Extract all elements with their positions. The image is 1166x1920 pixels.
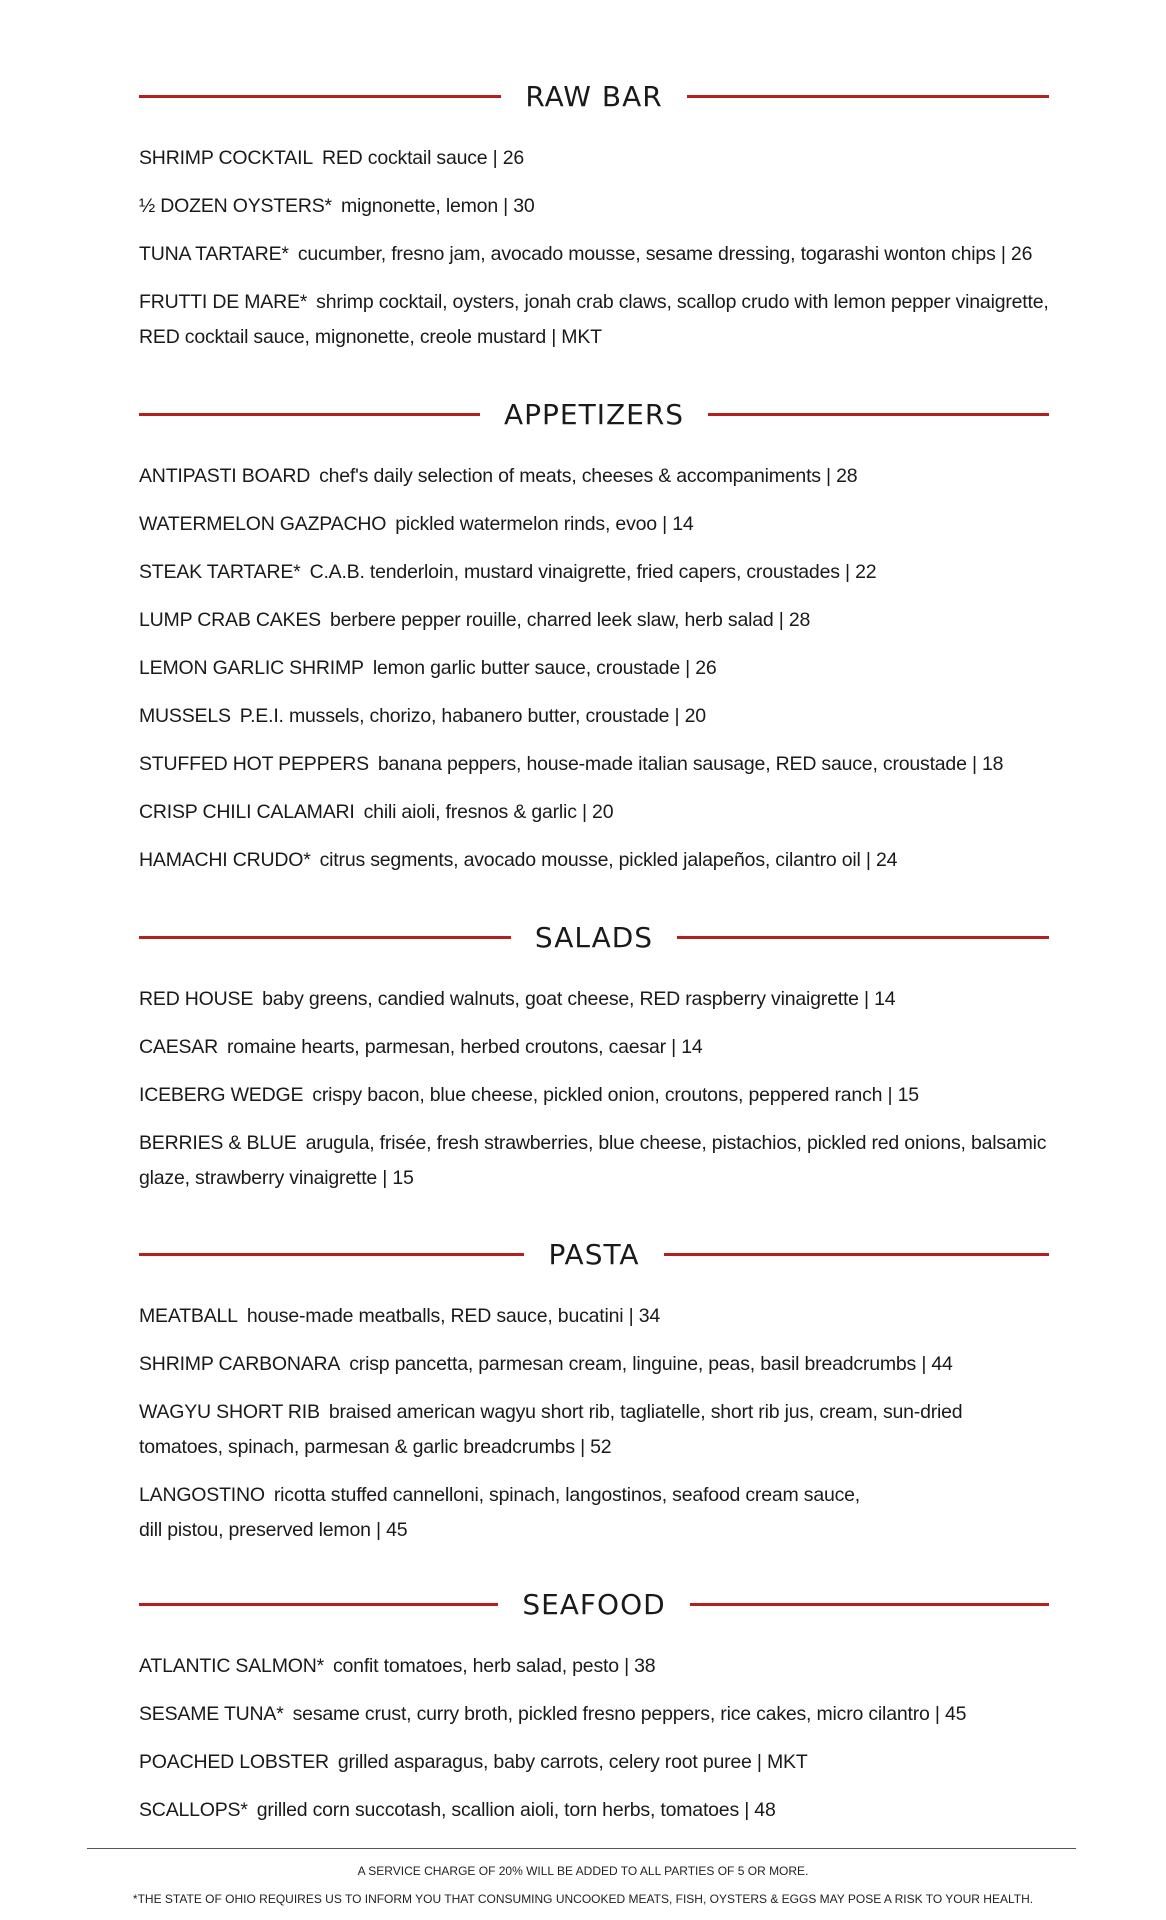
menu-item [139,237,1079,272]
item-description: arugula, frisée, fresh strawberries, blue cheese, pistachios, pickled red onions, balsamic glaze, strawberry vinaigrette | 15 [139,1132,1047,1189]
item-name: BERRIES & BLUE [139,1132,297,1154]
section-salads [139,914,1049,1209]
item-name: SCALLOPS* [139,1799,248,1821]
menu-items [139,1299,1049,1548]
menu-item [139,1347,1049,1382]
item-description: baby greens, candied walnuts, goat cheese, RED raspberry vinaigrette | 14 [262,988,896,1010]
menu-item [139,747,1049,782]
section-title: SALADS [534,920,654,954]
menu-items [139,141,1079,355]
item-name: MUSSELS [139,705,231,727]
item-description: grilled corn succotash, scallion aioli, torn herbs, tomatoes | 48 [256,1799,776,1821]
menu-item [139,189,1079,224]
item-description: ricotta stuffed cannelloni, spinach, langostinos, seafood cream sauce, [273,1484,861,1506]
item-description: lemon garlic butter sauce, croustade | 26 [372,657,717,679]
section-title: SEAFOOD [522,1587,666,1621]
section-title: APPETIZERS [503,397,685,431]
section-header [139,391,1049,437]
divider-rule-left [139,1603,498,1606]
item-description: house-made meatballs, RED sauce, bucatini | 34 [246,1305,661,1327]
item-description: mignonette, lemon | 30 [340,195,535,217]
divider-rule-left [139,936,511,939]
item-description: RED cocktail sauce | 26 [321,147,525,169]
menu-items [139,982,1049,1196]
item-name: SESAME TUNA* [139,1703,284,1725]
item-name: RED HOUSE [139,988,254,1010]
item-name: FRUTTI DE MARE* [139,291,308,313]
section-header [139,1231,1049,1277]
item-name: LANGOSTINO [139,1484,265,1506]
item-name: SHRIMP CARBONARA [139,1353,341,1375]
menu-item [139,141,1079,176]
item-name: ATLANTIC SALMON* [139,1655,324,1677]
menu-item [139,459,1049,494]
section-header [139,73,1049,119]
item-name: POACHED LOBSTER [139,1751,329,1773]
section-pasta [139,1231,1049,1561]
divider-rule-left [139,95,501,98]
item-description-continued: dill pistou, preserved lemon | 45 [139,1519,408,1541]
item-name: CRISP CHILI CALAMARI [139,801,355,823]
divider-rule-right [690,1603,1049,1606]
item-description: confit tomatoes, herb salad, pesto | 38 [332,1655,656,1677]
item-description: pickled watermelon rinds, evoo | 14 [395,513,694,535]
menu-item [139,1299,1049,1334]
item-name: LEMON GARLIC SHRIMP [139,657,364,679]
menu-item [139,507,1049,542]
menu-item [139,699,1049,734]
item-name: CAESAR [139,1036,218,1058]
menu-item [139,1697,1049,1732]
item-description: chili aioli, fresnos & garlic | 20 [363,801,614,823]
item-description: shrimp cocktail, oysters, jonah crab claws, scallop crudo with lemon pepper vinaigrette, RED cocktail sauce, mignonette, creole mustard | MKT [139,291,1049,348]
item-description: cucumber, fresno jam, avocado mousse, sesame dressing, togarashi wonton chips | 26 [297,243,1033,265]
item-name: WAGYU SHORT RIB [139,1401,320,1423]
section-title: PASTA [548,1237,640,1271]
item-description: romaine hearts, parmesan, herbed croutons, caesar | 14 [227,1036,703,1058]
section-header [139,1581,1049,1627]
item-description: berbere pepper rouille, charred leek slaw, herb salad | 28 [329,609,811,631]
section-header [139,914,1049,960]
item-name: STUFFED HOT PEPPERS [139,753,369,775]
health-advisory-notice: *THE STATE OF OHIO REQUIRES US TO INFORM YOU THAT CONSUMING UNCOOKED MEATS, FISH, OYSTERS & EGGS MAY POSE A RISK TO YOUR HEALTH. [132,1892,1034,1906]
item-description: P.E.I. mussels, chorizo, habanero butter, croustade | 20 [239,705,706,727]
item-name: TUNA TARTARE* [139,243,289,265]
item-name: LUMP CRAB CAKES [139,609,321,631]
item-name: HAMACHI CRUDO* [139,849,311,871]
divider-rule-right [687,95,1049,98]
divider-rule-left [139,413,480,416]
menu-item [139,843,1049,878]
menu-item [139,1745,1049,1780]
menu-item [139,1395,1049,1465]
item-description: banana peppers, house-made italian sausage, RED sauce, croustade | 18 [377,753,1004,775]
item-name: ICEBERG WEDGE [139,1084,304,1106]
menu-items [139,459,1049,878]
item-name: STEAK TARTARE* [139,561,301,583]
divider-rule-left [139,1253,524,1256]
menu-item [139,603,1049,638]
menu-items [139,1649,1049,1828]
footer-divider [87,1848,1076,1849]
divider-rule-right [664,1253,1049,1256]
item-description: grilled asparagus, baby carrots, celery root puree | MKT [337,1751,808,1773]
section-seafood [139,1581,1049,1841]
item-description: crispy bacon, blue cheese, pickled onion, croutons, peppered ranch | 15 [312,1084,919,1106]
item-description: braised american wagyu short rib, tagliatelle, short rib jus, cream, sun-dried tomatoes, spinach, parmesan & garlic breadcrumbs | 52 [139,1401,963,1458]
menu-item [139,651,1049,686]
item-name: ANTIPASTI BOARD [139,465,311,487]
menu-item [139,1126,1049,1196]
item-name: MEATBALL [139,1305,238,1327]
menu-item [139,795,1049,830]
menu-item [139,1478,1049,1548]
menu-item [139,285,1079,355]
menu-item [139,1793,1049,1828]
menu-item [139,1078,1049,1113]
section-title: RAW BAR [525,79,663,113]
divider-rule-right [708,413,1049,416]
menu-item [139,1649,1049,1684]
item-description: chef's daily selection of meats, cheeses & accompaniments | 28 [319,465,858,487]
divider-rule-right [677,936,1049,939]
item-name: ½ DOZEN OYSTERS* [139,195,332,217]
item-description: citrus segments, avocado mousse, pickled jalapeños, cilantro oil | 24 [319,849,898,871]
menu-item [139,555,1049,590]
item-name: WATERMELON GAZPACHO [139,513,387,535]
item-description: crisp pancetta, parmesan cream, linguine, peas, basil breadcrumbs | 44 [349,1353,953,1375]
item-description: C.A.B. tenderloin, mustard vinaigrette, fried capers, croustades | 22 [309,561,877,583]
menu-item [139,1030,1049,1065]
item-description: sesame crust, curry broth, pickled fresno peppers, rice cakes, micro cilantro | 45 [292,1703,967,1725]
item-name: SHRIMP COCKTAIL [139,147,313,169]
menu-item [139,982,1049,1017]
service-charge-notice: A SERVICE CHARGE OF 20% WILL BE ADDED TO ALL PARTIES OF 5 OR MORE. [357,1864,809,1878]
section-raw-bar [139,73,1049,368]
section-appetizers [139,391,1049,891]
